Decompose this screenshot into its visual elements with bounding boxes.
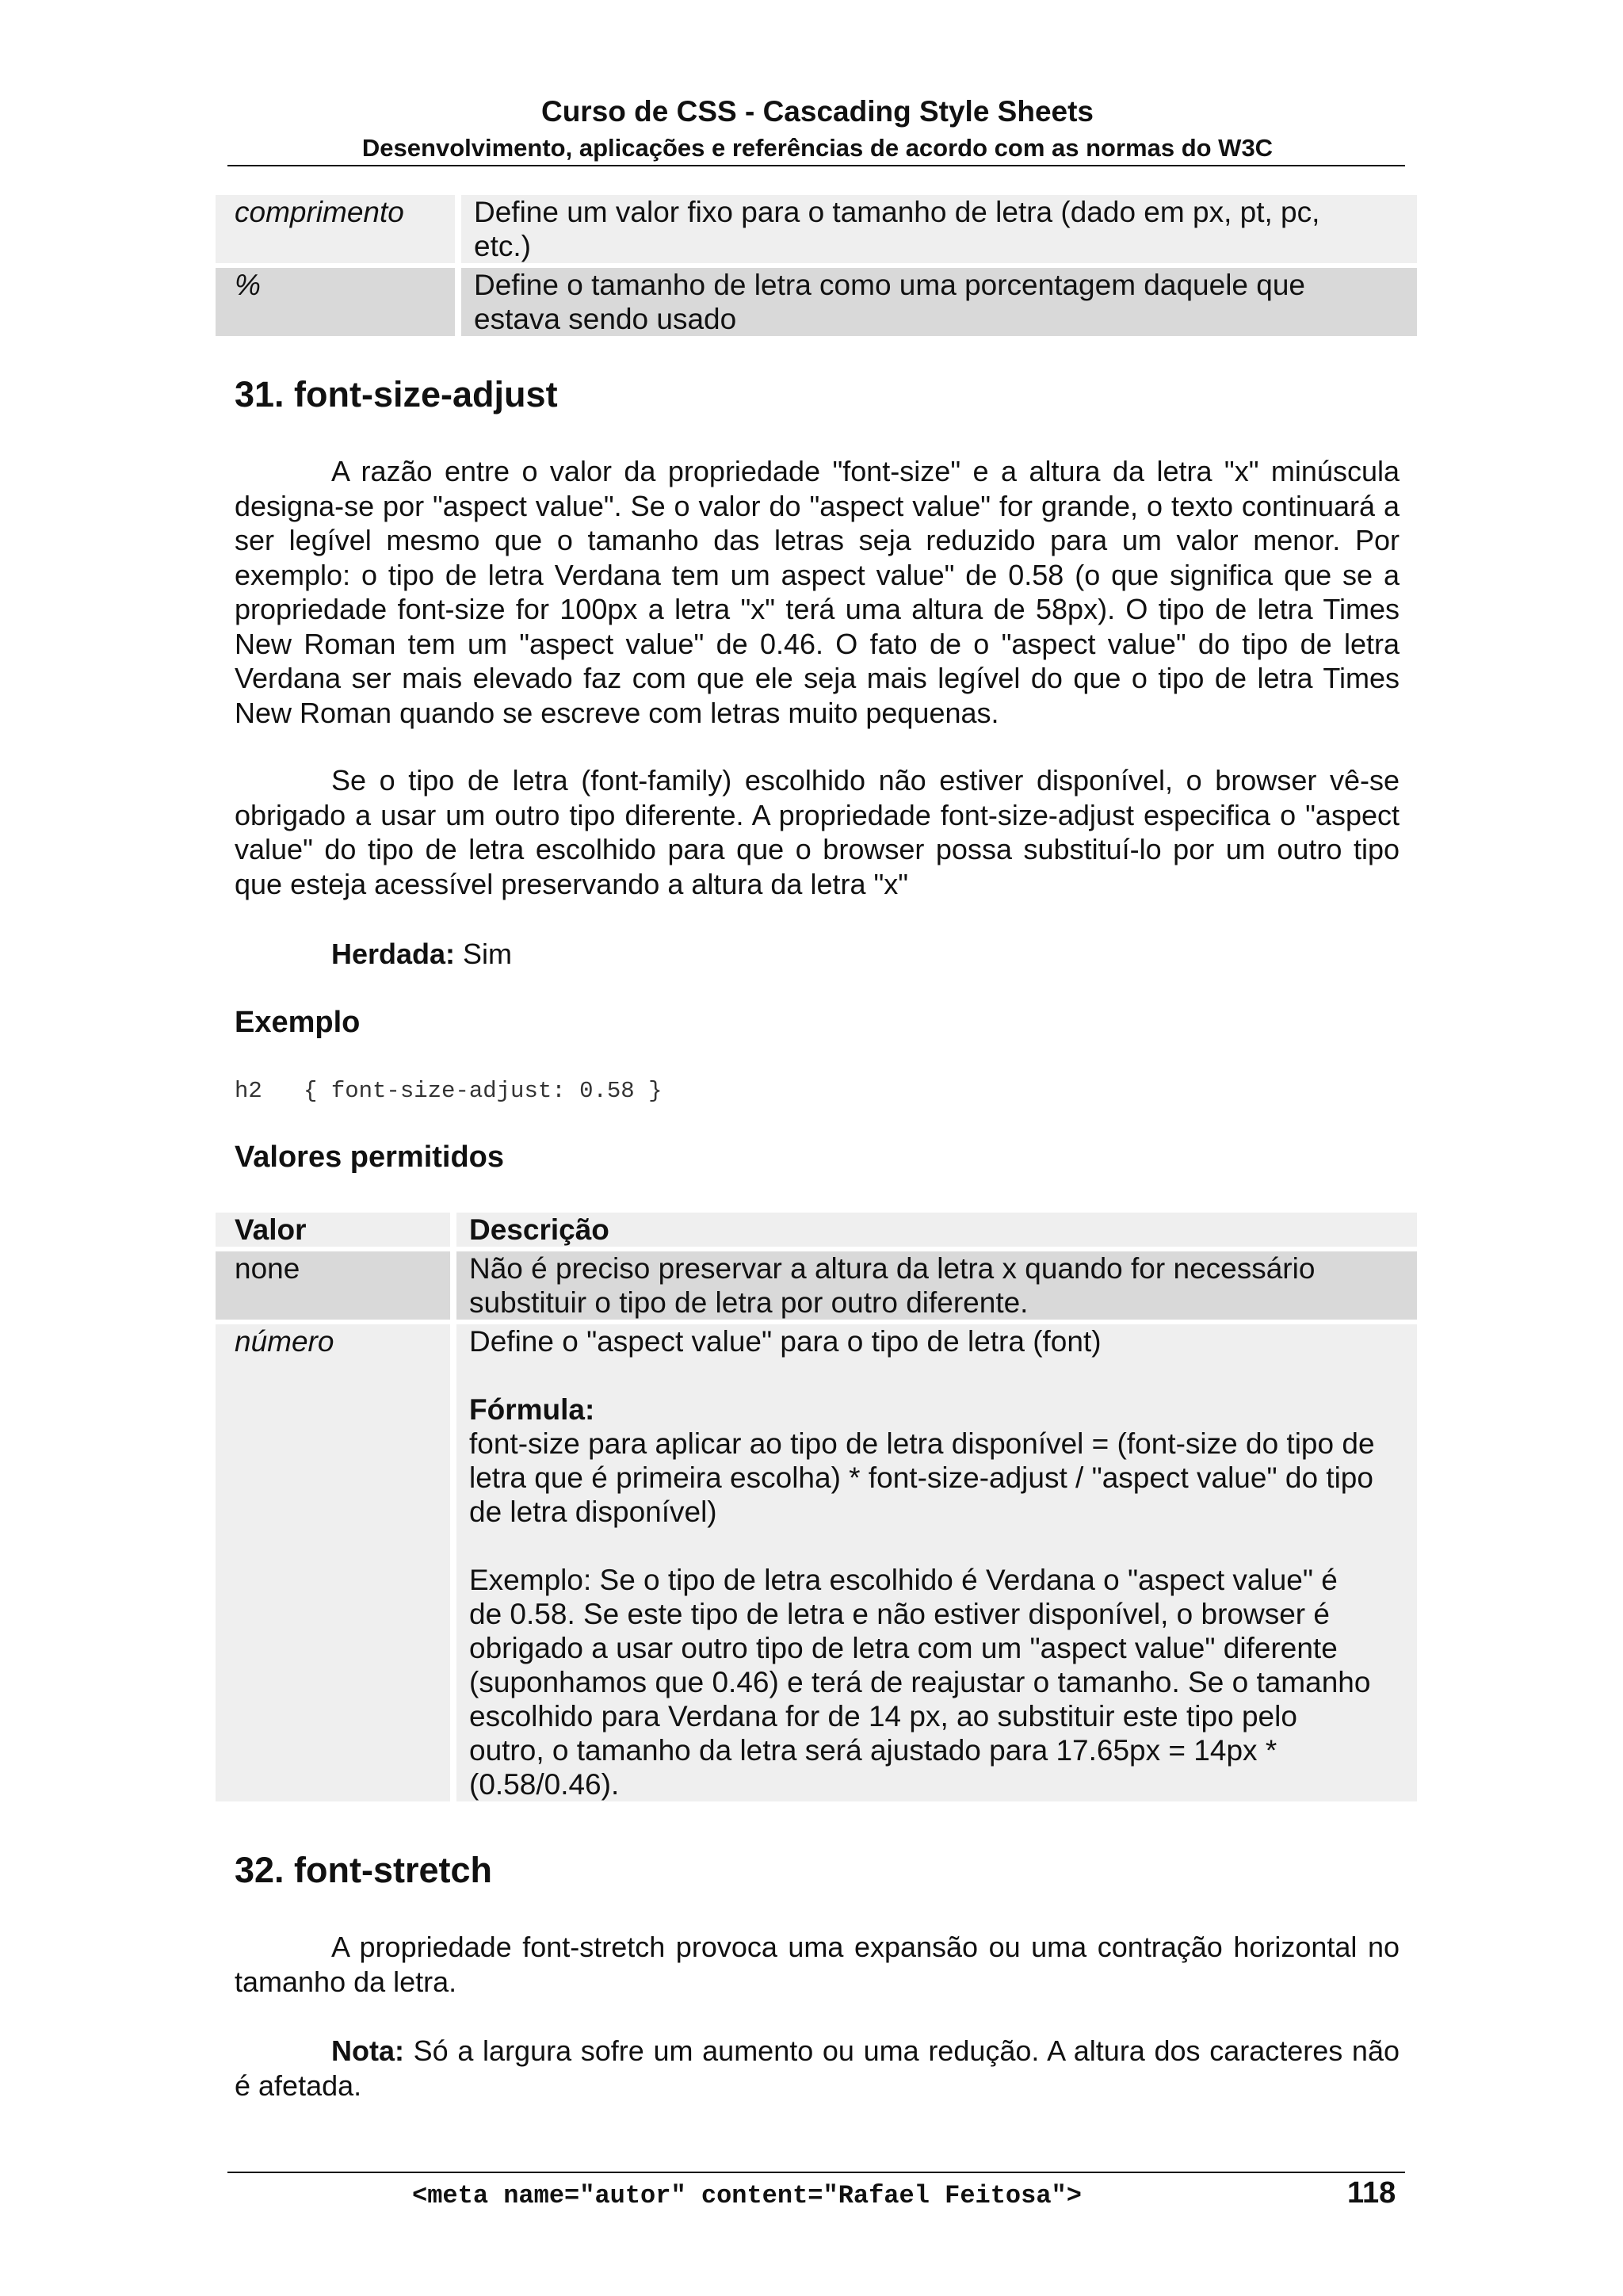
code-example: h2 { font-size-adjust: 0.58 } xyxy=(235,1078,663,1104)
example-heading: Exemplo xyxy=(235,1006,361,1039)
section-heading-31: 31. font-size-adjust xyxy=(235,374,558,415)
example-line: (0.58/0.46). xyxy=(469,1768,620,1801)
table-row xyxy=(216,195,1417,263)
desc-line: Define um valor fixo para o tamanho de letra (dado em px, pt, pc, xyxy=(474,196,1320,228)
inherited-line xyxy=(235,937,1400,972)
table-row xyxy=(216,1324,1417,1801)
header-subtitle: Desenvolvimento, aplicações e referências de acordo com as normas do W3C xyxy=(361,134,1274,162)
desc-line: Não é preciso preservar a altura da letra x quando for necessário xyxy=(469,1252,1316,1285)
column-header-value: Valor xyxy=(216,1213,450,1247)
desc-line: estava sendo usado xyxy=(474,303,737,335)
table-row xyxy=(216,1251,1417,1320)
table-row xyxy=(216,268,1417,336)
inherited-label: Herdada: xyxy=(331,938,456,970)
footer-rule xyxy=(227,2172,1405,2173)
desc-line: Define o "aspect value" para o tipo de letra (font) xyxy=(469,1325,1102,1358)
column-header-description: Descrição xyxy=(450,1213,1417,1247)
formula-line: font-size para aplicar ao tipo de letra disponível = (font-size do tipo de xyxy=(469,1427,1375,1460)
note-text: Só a largura sofre um aumento ou uma redução. A altura dos caracteres não é afetada. xyxy=(235,2034,1400,2102)
example-line: Exemplo: Se o tipo de letra escolhido é Verdana o "aspect value" é xyxy=(469,1564,1338,1596)
table-header-row xyxy=(216,1213,1417,1247)
header-title: Curso de CSS - Cascading Style Sheets xyxy=(540,95,1094,128)
header-rule xyxy=(227,165,1405,166)
value-cell: none xyxy=(216,1251,450,1320)
desc-line: etc.) xyxy=(474,230,531,262)
formula-label: Fórmula: xyxy=(469,1393,595,1426)
allowed-values-table xyxy=(216,1208,1417,1806)
example-line: obrigado a usar outro tipo de letra com um "aspect value" diferente xyxy=(469,1632,1338,1664)
description-cell xyxy=(455,268,1417,336)
example-line: de 0.58. Se este tipo de letra e não estiver disponível, o browser é xyxy=(469,1598,1330,1630)
section-heading-32: 32. font-stretch xyxy=(235,1850,493,1890)
paragraph-text: A propriedade font-stretch provoca uma expansão ou uma contração horizontal no tamanho da letra. xyxy=(235,1931,1400,1998)
paragraph-font-family xyxy=(235,763,1400,901)
paragraph-text: Se o tipo de letra (font-family) escolhido não estiver disponível, o browser vê-se obrigado a usar um outro tipo diferente. A propriedade font-size-adjust especifica o "aspect value" do tipo de letra escolhido para que o browser possa substituí-lo por um outro tipo que esteja acessível preservando a altura da letra "x" xyxy=(235,764,1400,900)
note-label: Nota: xyxy=(331,2034,404,2067)
value-cell: % xyxy=(216,268,455,336)
example-line: (suponhamos que 0.46) e terá de reajustar o tamanho. Se o tamanho xyxy=(469,1666,1371,1698)
top-values-table xyxy=(216,190,1417,341)
value-cell: comprimento xyxy=(216,195,455,263)
description-cell xyxy=(450,1324,1417,1801)
paragraph-aspect-value xyxy=(235,454,1400,730)
description-cell xyxy=(455,195,1417,263)
example-line: outro, o tamanho da letra será ajustado para 17.65px = 14px * xyxy=(469,1734,1277,1767)
desc-line: substituir o tipo de letra por outro diferente. xyxy=(469,1286,1029,1319)
example-line: escolhido para Verdana for de 14 px, ao substituir este tipo pelo xyxy=(469,1700,1297,1733)
value-cell: número xyxy=(216,1324,450,1801)
inherited-value: Sim xyxy=(455,938,513,970)
note-paragraph xyxy=(235,2034,1400,2103)
allowed-values-heading: Valores permitidos xyxy=(235,1140,505,1174)
formula-line: de letra disponível) xyxy=(469,1496,717,1528)
description-cell xyxy=(450,1251,1417,1320)
footer-meta: <meta name="autor" content="Rafael Feitosa"> xyxy=(412,2181,1082,2210)
desc-line: Define o tamanho de letra como uma porcentagem daquele que xyxy=(474,269,1306,301)
paragraph-text: A razão entre o valor da propriedade "font-size" e a altura da letra "x" minúscula designa-se por "aspect value". Se o valor do "aspect value" for grande, o texto continuará a ser legível mesmo que o tamanho das letras seja reduzido para um valor menor. Por exemplo: o tipo de letra Verdana tem um aspect value" de 0.58 (o que significa que se a propriedade font-size for 100px a letra "x" terá uma altura de 58px). O tipo de letra Times New Roman tem um "aspect value" de 0.46. O fato de o "aspect value" do tipo de letra Verdana ser mais elevado faz com que ele seja mais legível do que o tipo de letra Times New Roman quando se escreve com letras muito pequenas. xyxy=(235,455,1400,729)
formula-line: letra que é primeira escolha) * font-size-adjust / "aspect value" do tipo xyxy=(469,1461,1373,1494)
page-number: 118 xyxy=(1347,2176,1396,2210)
paragraph-font-stretch xyxy=(235,1930,1400,1999)
